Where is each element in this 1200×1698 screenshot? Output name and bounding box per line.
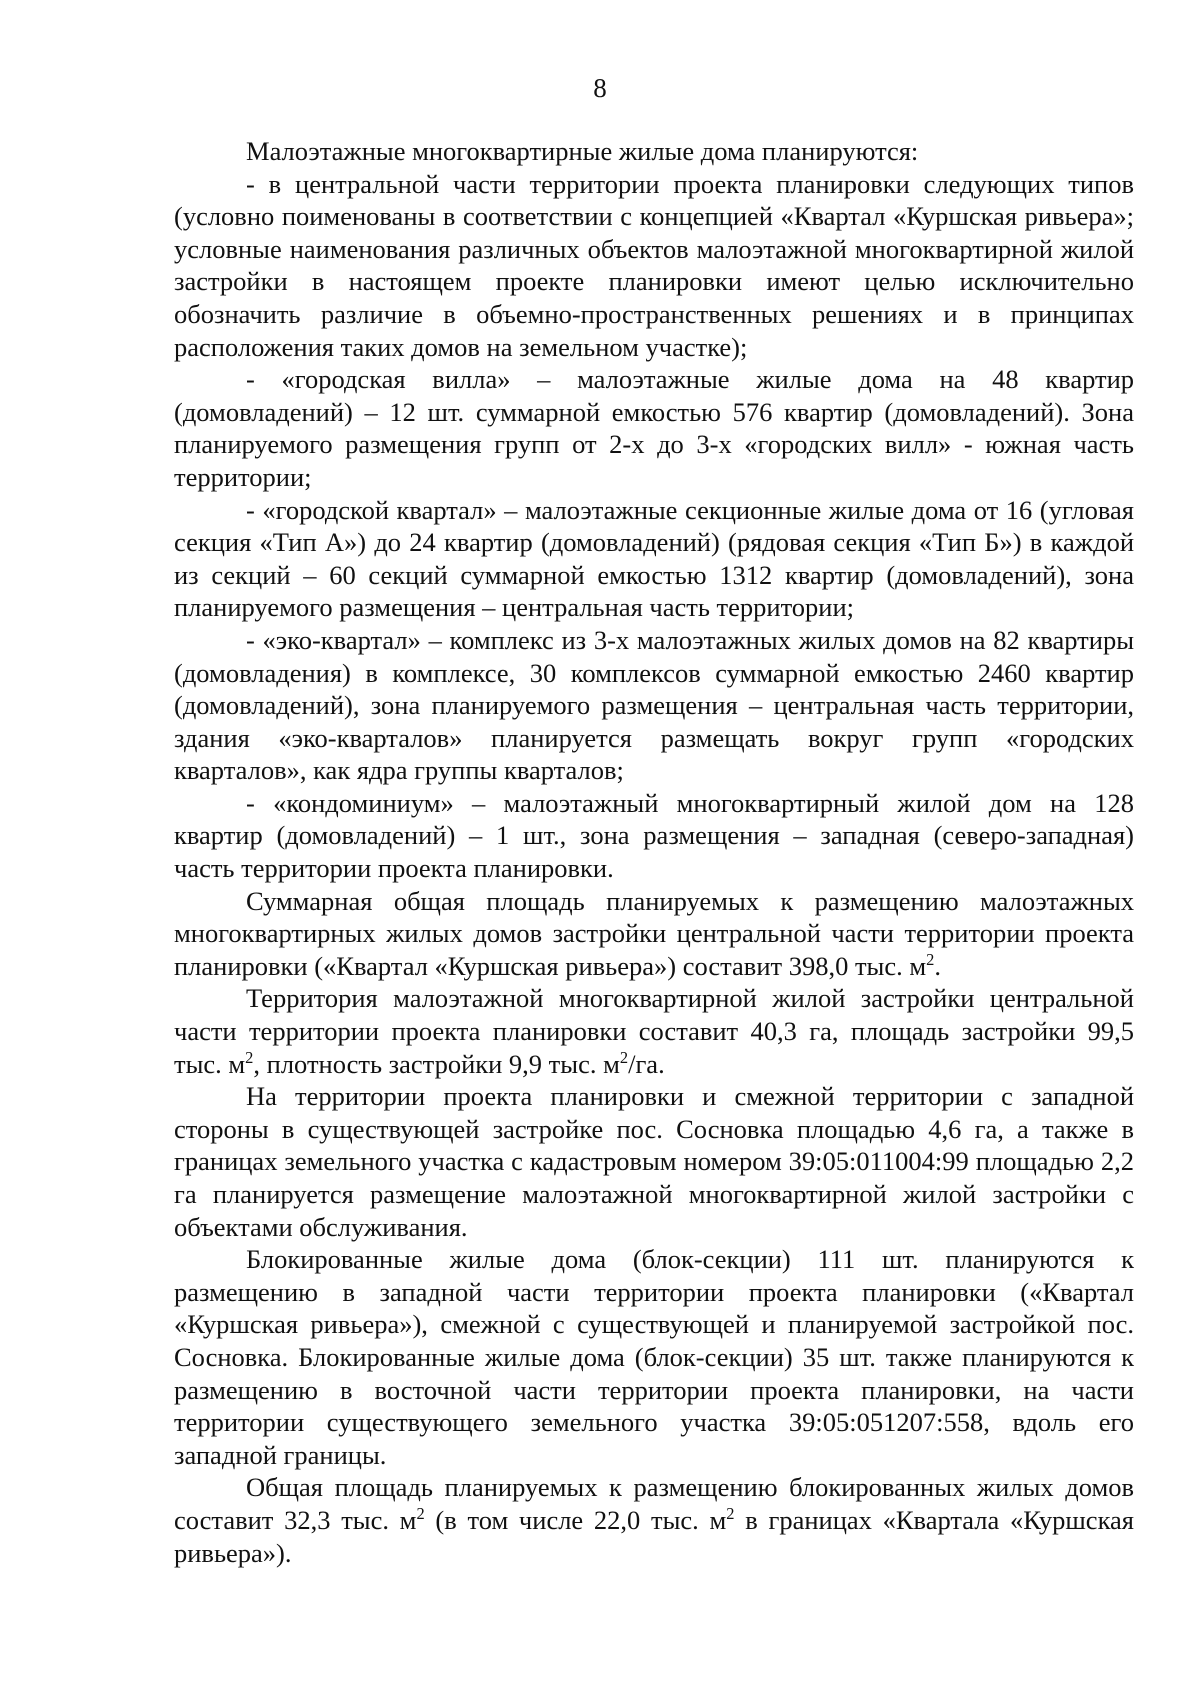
paragraph-text: Суммарная общая площадь планируемых к размещению малоэтажных многоквартирных жилых домов застройки центральной части территории проекта планировки («Квартал «Куршская ривьера») составит 398,0 тыс. м	[174, 885, 1134, 981]
paragraph-central-types	[174, 168, 1134, 364]
paragraph-blocked-houses	[174, 1243, 1134, 1471]
superscript: 2	[619, 1047, 629, 1067]
paragraph-text: Малоэтажные многоквартирные жилые дома планируются:	[246, 136, 919, 166]
paragraph-text: Общая площадь планируемых к размещению блокированных жилых домов составит 32,3 тыс. м	[174, 1472, 1134, 1535]
paragraph-city-villa	[174, 363, 1134, 493]
paragraph-territory-density	[174, 982, 1134, 1080]
paragraph-blocked-area	[174, 1471, 1134, 1569]
paragraph-text: - «эко-квартал» – комплекс из 3-х малоэтажных жилых домов на 82 квартиры (домовладения) в комплексе, 30 комплексов суммарной емкостью 2460 квартир (домовладений), зона планируемого размещения – центральная часть территории, здания «эко-кварталов» планируется размещать вокруг групп «городских кварталов», как ядра группы кварталов;	[174, 624, 1134, 786]
paragraph-condominium	[174, 787, 1134, 885]
superscript: 2	[926, 949, 935, 969]
page-number: 8	[593, 73, 607, 103]
paragraph-eco-block	[174, 624, 1134, 787]
superscript: 2	[726, 1503, 735, 1523]
paragraph-text: , плотность застройки 9,9 тыс. м	[253, 1048, 620, 1079]
paragraph-text: - «кондоминиум» – малоэтажный многоквартирный жилой дом на 128 квартир (домовладений) – 1 шт., зона размещения – западная (северо-западная) часть территории проекта планировки.	[174, 787, 1134, 884]
paragraph-text-tail: .	[934, 950, 941, 981]
paragraph-text: (в том числе 22,0 тыс. м	[424, 1504, 727, 1535]
paragraph-text: /га.	[628, 1048, 665, 1079]
paragraph-text: На территории проекта планировки и смежной территории с западной стороны в существующей застройке пос. Сосновка площадью 4,6 га, а также в границах земельного участка с кадастровым номером 39:05:011004:99 площадью 2,2 га планируется размещение малоэтажной многоквартирной жилой застройки с объектами обслуживания.	[174, 1081, 1134, 1242]
paragraph-city-block	[174, 494, 1134, 624]
paragraph-intro	[174, 135, 1134, 168]
document-body	[174, 135, 1134, 1569]
paragraph-text: Территория малоэтажной многоквартирной жилой застройки центральной части территории проекта планировки составит 40,3 га, площадь застройки 99,5 тыс. м	[174, 983, 1134, 1079]
superscript: 2	[245, 1047, 254, 1067]
paragraph-text: - «городской квартал» – малоэтажные секционные жилые дома от 16 (угловая секция «Тип А») до 24 квартир (домовладений) (рядовая секция «Тип Б») в каждой из секций – 60 секций суммарной емкостью 1312 квартир (домовладений), зона планируемого размещения – центральная часть территории;	[174, 494, 1134, 623]
paragraph-text: - в центральной части территории проекта планировки следующих типов (условно поименованы в соответствии с концепцией «Квартал «Куршская ривьера»; условные наименования различных объектов малоэтажной многоквартирной жилой застройки в настоящем проекте планировки имеют целью исключительно обозначить различие в объемно-пространственных решениях и в принципах расположения таких домов на земельном участке);	[174, 168, 1134, 362]
paragraph-text: в границах «Квартала «Куршская ривьера»).	[174, 1504, 1134, 1568]
paragraph-total-area	[174, 885, 1134, 983]
paragraph-text: Блокированные жилые дома (блок-секции) 111 шт. планируются к размещению в западной части территории проекта планировки («Квартал «Куршская ривьера»), смежной с существующей и планируемой застройкой пос. Сосновка. Блокированные жилые дома (блок-секции) 35 шт. также планируются к размещению в восточной части территории проекта планировки, на части территории существующего земельного участка 39:05:051207:558, вдоль его западной границы.	[174, 1244, 1134, 1470]
superscript: 2	[416, 1503, 425, 1523]
paragraph-sosnovka	[174, 1080, 1134, 1243]
paragraph-text: - «городская вилла» – малоэтажные жилые дома на 48 квартир (домовладений) – 12 шт. суммарной емкостью 576 квартир (домовладений). Зона планируемого размещения групп от 2-х до 3-х «городских вилл» - южная часть территории;	[174, 364, 1134, 492]
